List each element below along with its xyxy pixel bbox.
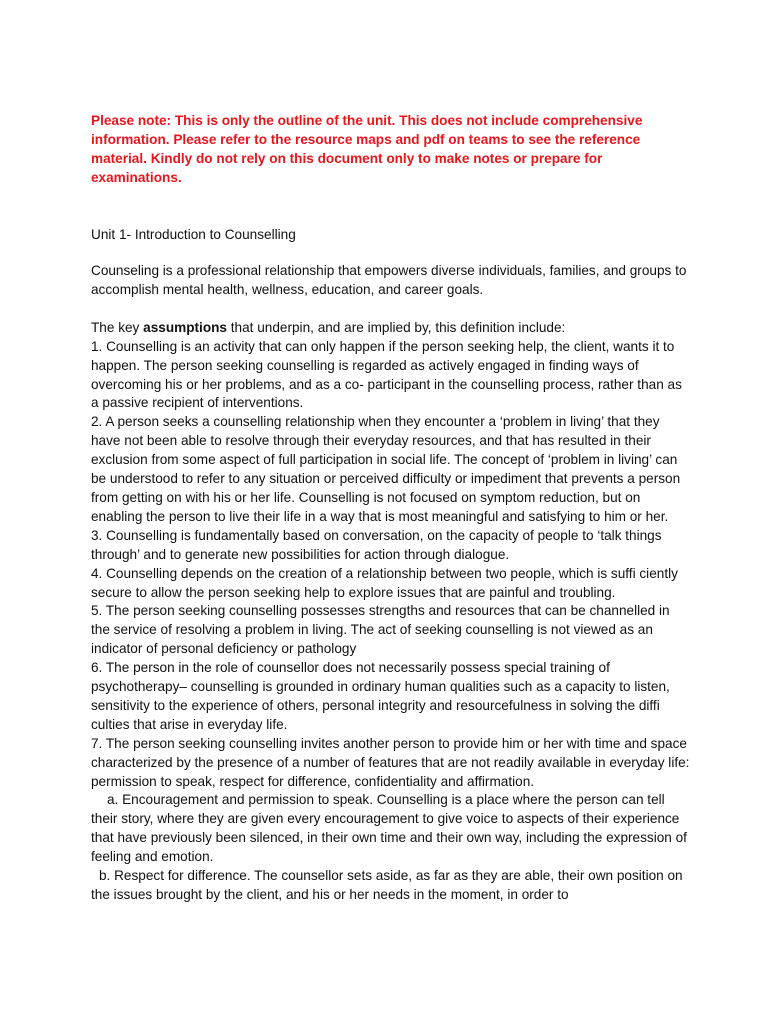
assumption-item-3: 3. Counselling is fundamentally based on conversation, on the capacity of people to ‘talk things through’ and to generate new possibilities for action through dialogue. — [91, 527, 662, 562]
assumption-item-6: 6. The person in the role of counsellor does not necessarily possess special training of psychotherapy– counselling is grounded in ordinary human qualities such as a capacity to listen, sensitivity to the experience of others, personal integrity and resourcefulness in solving the diffi culties that arise in everyday life. — [91, 660, 670, 732]
sub-item-b-text: b. Respect for difference. The counsellor sets aside, as far as they are able, their own position on the issues brought by the client, and his or her needs in the moment, in order to — [91, 868, 683, 902]
assumptions-intro-before: The key — [91, 319, 144, 335]
sub-item-a — [91, 791, 691, 867]
sub-item-a-text: a. Encouragement and permission to speak. Counselling is a place where the person can tell their story, where they are given every encouragement to give voice to aspects of their experience that have previously been silenced, in their own time and their own way, including the expression of feeling and emotion. — [91, 792, 687, 865]
assumption-item-4: 4. Counselling depends on the creation of a relationship between two people, which is suffi ciently secure to allow the person seeking help to explore issues that are painful and troubling. — [91, 565, 678, 600]
sub-item-b — [91, 867, 691, 905]
document-body — [91, 262, 691, 905]
assumptions-keyword: assumptions — [143, 319, 227, 335]
assumption-item-1: 1. Counselling is an activity that can only happen if the person seeking help, the client, wants it to happen. The person seeking counselling is regarded as actively engaged in finding ways of overcoming his or her problems, and as a co- participant in the counselling process, rather than as a passive recipient of interventions. — [91, 338, 682, 411]
assumptions-intro — [91, 319, 691, 338]
assumption-item-2: 2. A person seeks a counselling relationship when they encounter a ‘problem in living’ that they have not been able to resolve through their everyday resources, and that has resulted in their exclusion from some aspect of full participation in social life. The concept of ‘problem in living’ can be understood to refer to any situation or perceived difficulty or impediment that prevents a person from getting on with his or her life. Counselling is not focused on symptom reduction, but on enabling the person to live their life in a way that is most meaningful and satisfying to him or her. — [91, 414, 681, 524]
notice-text: Please note: This is only the outline of the unit. This does not include comprehensive information. Please refer to the resource maps and pdf on teams to see the reference material. Kindly do not rely on this document only to make notes or prepare for examinations. — [91, 113, 643, 185]
assumptions-intro-after: that underpin, and are implied by, this definition include: — [227, 319, 566, 335]
paragraph-gap — [91, 300, 691, 319]
unit-title: Unit 1- Introduction to Counselling — [91, 227, 296, 242]
definition-paragraph: Counseling is a professional relationship that empowers diverse individuals, families, and groups to accomplish mental health, wellness, education, and career goals. — [91, 263, 687, 297]
assumption-item-5: 5. The person seeking counselling possesses strengths and resources that can be channelled in the service of resolving a problem in living. The act of seeking counselling is not viewed as an indicator of personal deficiency or pathology — [91, 603, 670, 657]
assumption-item-7: 7. The person seeking counselling invites another person to provide him or her with time and space characterized by the presence of a number of features that are not readily available in everyday life: permission to speak, respect for difference, confidentiality and affirmation. — [91, 735, 690, 789]
